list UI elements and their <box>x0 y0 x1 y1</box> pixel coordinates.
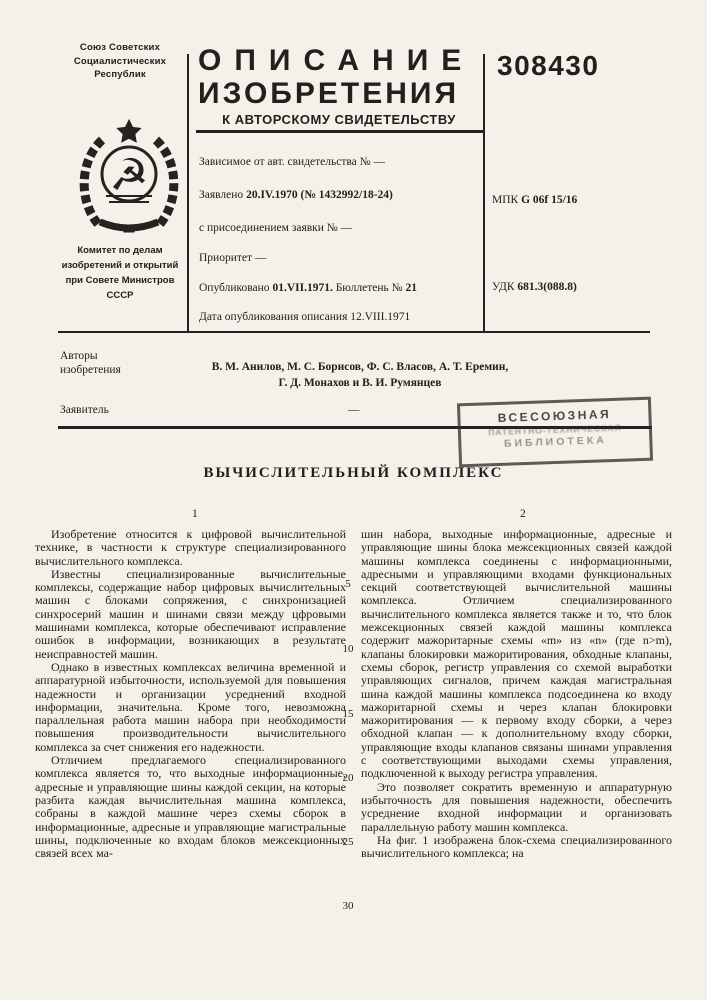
horizontal-divider-top <box>58 331 650 333</box>
svg-text:☭: ☭ <box>109 150 149 201</box>
committee-line: СССР <box>106 290 134 301</box>
paragraph: Это позволяет сократить временную и аппаратурную избыточность для повышения надежности, обеспечить усреднение входной информации и организовать параллельную работу машин комплекса. <box>361 779 672 834</box>
udk-classification: УДК 681.3(088.8) <box>492 281 577 293</box>
authors-names-line: Г. Д. Монахов и В. И. Румянцев <box>278 376 442 389</box>
mpk-classification: МПК G 06f 15/16 <box>492 194 578 206</box>
stamp-line: ВСЕСОЮЗНАЯ <box>497 407 612 425</box>
text-column-left <box>35 528 346 860</box>
margin-line-number: 20 <box>342 772 354 784</box>
paragraph: Отличием предлагаемого специализированного комплекса является то, что выходные информационные, адресные и управляющие шины каждой секции, на которые разбита каждая вычислительная машина комплекса, собраны в каждой машине через схемы сборок в информационные, адресные и управляющие магистральные шины, подключенные ко входам блоков межсекционных связей всех ма- <box>35 753 346 861</box>
biblio-description-date: Дата опубликования описания 12.VIII.1971 <box>199 311 411 323</box>
issuing-country <box>53 41 187 82</box>
emblem-graphic <box>76 118 182 234</box>
doc-subtitle: К АВТОРСКОМУ СВИДЕТЕЛЬСТВУ <box>222 112 456 127</box>
committee-line: при Совете Министров <box>65 275 175 286</box>
country-line: Социалистических <box>73 55 167 67</box>
committee-line: изобретений и открытий <box>61 260 179 271</box>
biblio-filing-date: Заявлено 20.IV.1970 (№ 1432992/18-24) <box>199 189 393 201</box>
margin-line-number: 25 <box>342 836 354 848</box>
paragraph: На фиг. 1 изображена блок-схема специализированного вычислительного комплекса; на <box>361 832 672 861</box>
margin-line-number: 5 <box>345 578 351 590</box>
stamp-line: БИБЛИОТЕКА <box>503 434 607 450</box>
applicant-label: Заявитель <box>60 404 109 416</box>
authors-label-line: изобретения <box>60 364 121 376</box>
paragraph: Известны специализированные вычислительные комплексы, содержащие набор цифровых вычислительных машин с блоками сопряжения, с синхронизацией синхросерий машин и шинами связи между цфровыми машинами комплекса, которые обеспечивают исправление ошибок в информации, возникающих в результате неисправностей машин. <box>35 566 346 661</box>
text-column-right <box>361 528 672 860</box>
library-stamp <box>457 397 653 468</box>
paragraph: Изобретение относится к цифровой вычислительной технике, в частности к структуре специализированного вычислительного комплекса. <box>35 527 346 568</box>
biblio-published: Опубликовано 01.VII.1971. Бюллетень № 21 <box>199 282 417 294</box>
authors-label-line: Авторы <box>60 350 98 362</box>
biblio-joined-application: с присоединением заявки № — <box>199 222 353 234</box>
column-marker-1: 1 <box>192 508 198 520</box>
committee-line: Комитет по делам <box>77 245 163 256</box>
ussr-state-emblem-icon <box>76 118 182 234</box>
authors-names <box>185 360 535 391</box>
margin-line-number: 15 <box>342 708 354 720</box>
vertical-divider-right <box>483 54 485 333</box>
vertical-divider-left <box>187 54 189 333</box>
paragraph: Однако в известных комплексах величина временной и аппаратурной избыточности, используемой для повышения надежности и организации усреднений входной информации, значительна. Кроме того, невозможна параллельная работа машин набора при необходимости повышения производительности вычислительного комплекса за счет снижения его надежности. <box>35 659 346 754</box>
biblio-priority: Приоритет — <box>199 252 267 264</box>
country-line: Союз Советских <box>79 42 161 53</box>
patent-number: 308430 <box>497 50 600 81</box>
subtitle-underline <box>196 130 484 133</box>
doc-type-title: ОПИСАНИЕ <box>198 44 475 77</box>
country-line: Республик <box>94 69 146 80</box>
margin-line-number: 30 <box>342 900 354 912</box>
authors-label <box>60 349 121 377</box>
committee-name <box>46 243 194 303</box>
biblio-dependent-certificate: Зависимое от авт. свидетельства № — <box>199 156 386 168</box>
column-marker-2: 2 <box>520 508 526 520</box>
authors-names-line: В. М. Анилов, М. С. Борисов, Ф. С. Власов, А. Т. Еремин, <box>211 361 509 373</box>
stamp-line: ПАТЕНТНО-ТЕХНИЧЕСКАЯ <box>487 422 622 438</box>
margin-line-number: 10 <box>342 643 354 655</box>
applicant-value: — <box>348 404 360 416</box>
paragraph: шин набора, выходные информационные, адресные и управляющие шины блока межсекционных связей каждой машины комплекса соединены с информационными, адресными и управляющими входами функциональных секций соответствующей вычислительной машины комплекса. Отличием специализированного вычислительного комплекса является также и то, что блок межсекционных связей каждой машины комплекса содержит мажоритарные схемы «m» из «n» (где n>m), клапаны блокировки мажоритирования, обходные клапаны, схемы сборок, регистр управления со схемой выработки управляющих сигналов, причем каждая магистральная шина каждой машины комплекса подсоединена ко входу мажоритарной схемы и через клапан блокировки мажоритирования — к первому входу сборки, а через обходной клапан — к дополнительному входу сборки, управляющие входы клапанов связаны шинами управления с соответствующими выходами схемы управления, подключенной к выходу регистра управления. <box>361 527 672 781</box>
doc-type-title: ИЗОБРЕТЕНИЯ <box>198 77 460 110</box>
invention-title: ВЫЧИСЛИТЕЛЬНЫЙ КОМПЛЕКС <box>203 465 504 481</box>
